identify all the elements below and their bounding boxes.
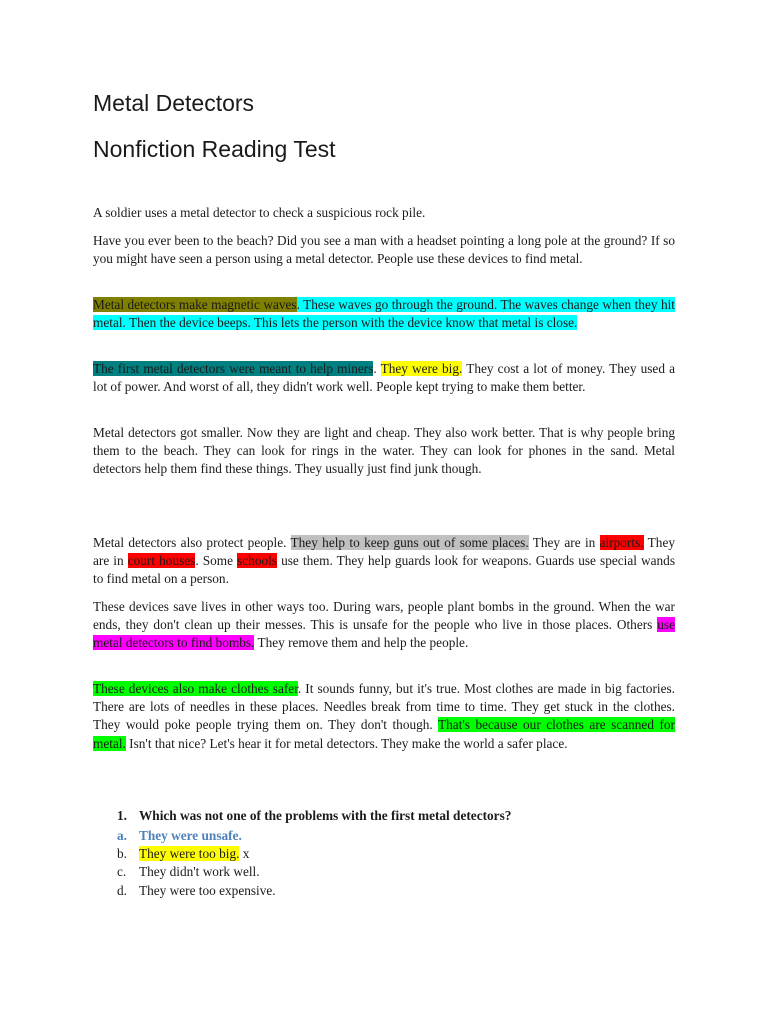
plain-text: use them. They help guards look for weapons. Guards use special wands to find metal on a person. bbox=[93, 553, 675, 587]
highlight-red-airports: airports. bbox=[599, 535, 644, 550]
answer-text: They were too expensive. bbox=[139, 882, 276, 898]
paragraph-smaller: Metal detectors got smaller. Now they are light and cheap. They also work better. That is why people bring them to the beach. They can look for rings in the water. They can look for phones in the sand. Metal detectors help them find these things. They usually just find junk though. bbox=[93, 425, 675, 477]
plain-text: Isn't that nice? Let's hear it for metal detectors. They make the world a safer place. bbox=[125, 735, 568, 751]
answer-letter: d. bbox=[117, 882, 127, 898]
paragraph-intro: Have you ever been to the beach? Did you see a man with a headset pointing a long pole at the ground? If so you might have seen a person using a metal detector. People use these devices to find metal. bbox=[93, 233, 675, 267]
document-subtitle: Nonfiction Reading Test bbox=[93, 136, 336, 162]
plain-text: . bbox=[373, 361, 381, 376]
document-title: Metal Detectors bbox=[93, 90, 255, 116]
highlight-gray: They help to keep guns out of some places. bbox=[290, 535, 529, 550]
answer-b bbox=[117, 845, 276, 863]
answer-letter: c. bbox=[117, 864, 127, 880]
paragraph-bombs bbox=[93, 598, 675, 653]
answer-letter: a. bbox=[117, 828, 127, 843]
answer-d bbox=[117, 882, 276, 900]
paragraph-magnetic-waves bbox=[93, 296, 675, 332]
plain-text: They are in bbox=[93, 535, 675, 569]
plain-text: . It sounds funny, but it's true. Most clothes are made in big factories. There are lots of needles in these places. Needles break from time to time. They get stuck in the clothes. They would poke people trying them on. They don't though. bbox=[93, 681, 675, 733]
highlight-teal: The first metal detectors were meant to help miners bbox=[93, 361, 374, 376]
question-text: Which was not one of the problems with the first metal detectors? bbox=[139, 808, 512, 823]
answer-c bbox=[117, 863, 276, 881]
plain-text: . Some bbox=[195, 553, 238, 569]
answer-text: They didn't work well. bbox=[139, 864, 260, 880]
paragraph-protect bbox=[93, 534, 675, 589]
answer-text-highlighted: They were too big. bbox=[139, 846, 240, 862]
highlight-yellow: They were big. bbox=[380, 361, 463, 376]
highlight-green: These devices also make clothes safer bbox=[93, 681, 298, 696]
plain-text: These devices save lives in other ways too. During wars, people plant bombs in the ground. When the war ends, they don't clean up their messes. This is unsafe for the people who live in those places. Others bbox=[93, 599, 675, 633]
highlight-red-court-houses: court houses bbox=[127, 553, 196, 569]
answer-a bbox=[117, 827, 276, 845]
highlight-green: That's because our clothes are scanned for metal. bbox=[93, 717, 675, 751]
highlight-red-schools: schools bbox=[237, 553, 277, 569]
question-1 bbox=[117, 808, 511, 824]
highlight-olive: Metal detectors make magnetic waves bbox=[93, 297, 297, 312]
plain-text: They are in bbox=[528, 535, 600, 550]
plain-text: Metal detectors also protect people. bbox=[93, 535, 291, 550]
paragraph-clothes bbox=[93, 680, 675, 753]
highlight-magenta: use metal detectors to find bombs. bbox=[93, 617, 675, 651]
answer-mark: x bbox=[239, 846, 250, 862]
plain-text: They remove them and help the people. bbox=[254, 635, 469, 651]
answer-text: They were unsafe. bbox=[139, 828, 242, 843]
answer-letter: b. bbox=[117, 846, 127, 862]
paragraph-caption: A soldier uses a metal detector to check a suspicious rock pile. bbox=[93, 205, 426, 220]
question-number: 1. bbox=[117, 808, 127, 823]
plain-text: They cost a lot of money. They used a lot of power. And worst of all, they didn't work well. People kept trying to make them better. bbox=[93, 361, 675, 395]
highlight-cyan: . These waves go through the ground. The waves change when they hit metal. Then the device beeps. This lets the person with the device know that metal is close. bbox=[93, 297, 675, 331]
answer-list bbox=[117, 827, 276, 900]
paragraph-first-detectors bbox=[93, 360, 675, 396]
